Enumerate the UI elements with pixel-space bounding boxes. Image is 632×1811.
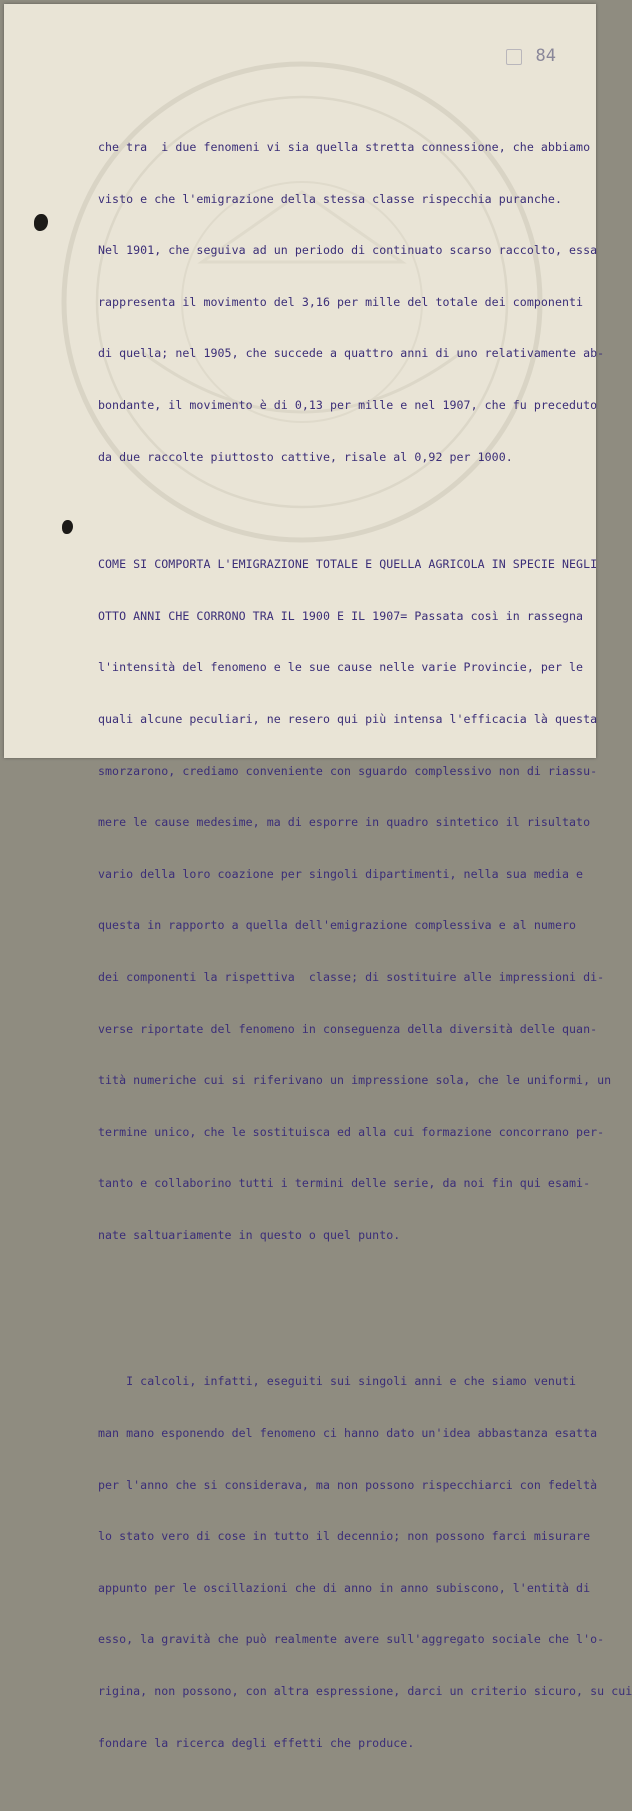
text-line: questa in rapporto a quella dell'emigrazione complessiva e al numero [98, 918, 577, 933]
paragraph [98, 1342, 632, 1783]
text-line: termine unico, che le sostituisca ed alla cui formazione concorrano per- [98, 1124, 605, 1139]
text-line: I calcoli, infatti, eseguiti sui singoli anni e che siamo venuti [98, 1374, 577, 1389]
page-number: 84 [535, 46, 556, 66]
section-heading-line: OTTO ANNI CHE CORRONO TRA IL 1900 E IL 1907= Passata così in rassegna [98, 608, 584, 623]
text-line: di quella; nel 1905, che succede a quattro anni di uno relativamente ab- [98, 346, 605, 361]
typewritten-text [98, 80, 632, 1811]
text-line: verse riportate del fenomeno in conseguenza della diversità delle quan- [98, 1021, 598, 1036]
text-line: smorzarono, crediamo conveniente con sguardo complessivo non di riassu- [98, 763, 598, 778]
ink-blot-lower [62, 520, 73, 534]
text-line: visto e che l'emigrazione della stessa classe rispecchia puranche. [98, 191, 562, 206]
text-line: tità numeriche cui si riferivano un impressione sola, che le uniformi, un [98, 1073, 612, 1088]
stamp-mark [506, 49, 522, 65]
paragraph [98, 525, 612, 1275]
text-line: lo stato vero di cose in tutto il decennio; non possono farci misurare [98, 1529, 591, 1544]
text-line: Nel 1901, che seguiva ad un periodo di continuato scarso raccolto, essa [98, 243, 598, 258]
text-line: da due raccolte piuttosto cattive, risale al 0,92 per 1000. [98, 449, 513, 464]
text-line: per l'anno che si considerava, ma non possono rispecchiarci con fedeltà [98, 1477, 598, 1492]
paragraph-gap [98, 1303, 568, 1314]
text-line: man mano esponendo del fenomeno ci hanno dato un'idea abbastanza esatta [98, 1426, 598, 1441]
text-line: nate saltuariamente in questo o quel punto. [98, 1227, 401, 1242]
ink-blot-upper [34, 214, 48, 231]
text-line: tanto e collaborino tutti i termini delle serie, da noi fin qui esami- [98, 1176, 591, 1191]
text-line: vario della loro coazione per singoli dipartimenti, nella sua media e [98, 866, 584, 881]
text-line: che tra i due fenomeni vi sia quella stretta connessione, che abbiamo [98, 140, 591, 154]
text-line: l'intensità del fenomeno e le sue cause nelle varie Provincie, per le [98, 660, 584, 675]
text-line: dei componenti la rispettiva classe; di sostituire alle impressioni di- [98, 969, 605, 984]
section-heading-line: COME SI COMPORTA L'EMIGRAZIONE TOTALE E QUELLA AGRICOLA IN SPECIE NEGLI [98, 557, 598, 572]
text-line: rigina, non possono, con altra espressione, darci un criterio sicuro, su cui [98, 1684, 632, 1699]
text-line: fondare la ricerca degli effetti che produce. [98, 1735, 415, 1750]
document-page [4, 4, 632, 1750]
paragraph [98, 108, 605, 497]
text-line: mere le cause medesime, ma di esporre in quadro sintetico il risultato [98, 815, 591, 830]
text-line: bondante, il movimento è di 0,13 per mille e nel 1907, che fu preceduto [98, 397, 598, 412]
text-line: rappresenta il movimento del 3,16 per mille del totale dei componenti [98, 294, 584, 309]
text-line: appunto per le oscillazioni che di anno in anno subiscono, l'entità di [98, 1580, 591, 1595]
text-line: quali alcune peculiari, ne resero qui più intensa l'efficacia là questa [98, 711, 598, 726]
text-line: esso, la gravità che può realmente avere sull'aggregato sociale che l'o- [98, 1632, 605, 1647]
